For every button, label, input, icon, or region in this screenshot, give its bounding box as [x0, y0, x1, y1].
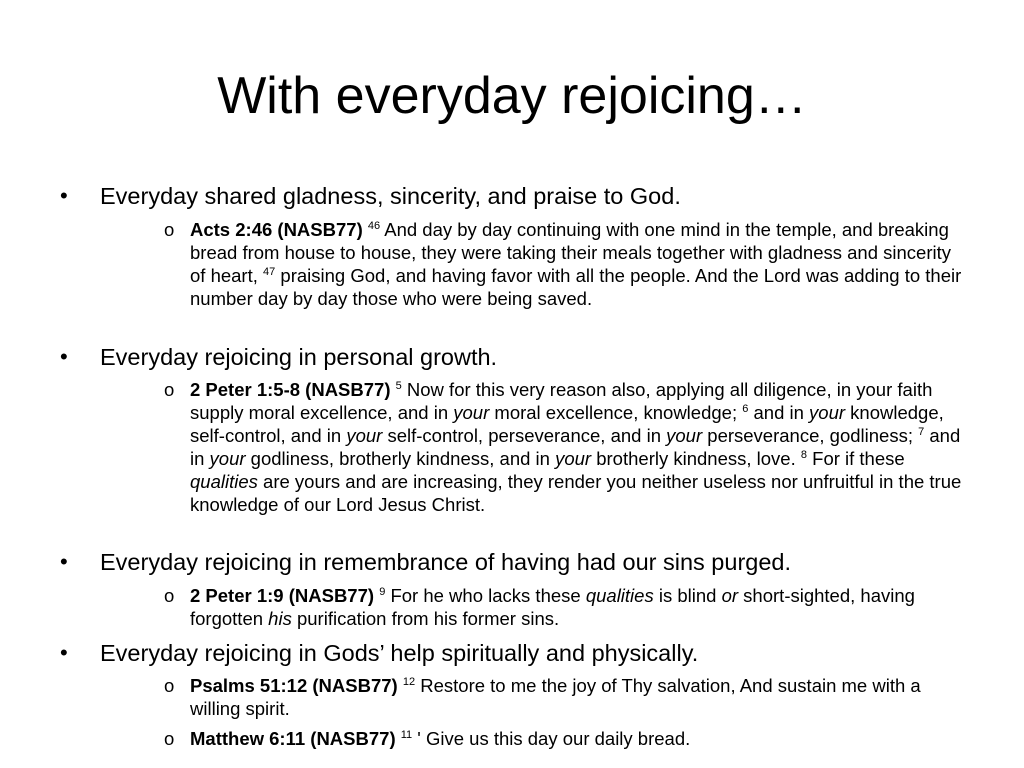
verse-number: 9: [379, 585, 386, 598]
scripture-reference: 2 Peter 1:9 (NASB77): [190, 585, 375, 606]
verse-number: 11: [400, 728, 413, 741]
verse-text: Restore to me the joy of Thy salvation, And sustain me with a willing spirit.: [190, 675, 921, 719]
verse-number: 8: [800, 448, 807, 461]
verse-text: and in: [748, 402, 810, 423]
verse-text: knowledge, self-control, and in: [190, 402, 944, 446]
bullet-item-gods-help: [60, 638, 980, 668]
bullet-text: Everyday rejoicing in Gods’ help spiritually and physically.: [100, 640, 699, 666]
verse-text: For if these: [807, 448, 905, 469]
bullet-text: Everyday rejoicing in personal growth.: [100, 344, 498, 370]
scripture-reference: Psalms 51:12 (NASB77): [190, 675, 398, 696]
italic-word: your: [809, 402, 846, 423]
verse-number: 46: [367, 219, 381, 232]
scripture-reference: Acts 2:46 (NASB77): [190, 219, 363, 240]
italic-word: qualities: [190, 471, 258, 492]
italic-word: your: [555, 448, 592, 469]
verse-text: purification from his former sins.: [291, 608, 560, 629]
scripture-acts-2-46: [164, 218, 970, 310]
verse-number: 12: [402, 675, 416, 688]
italic-word: your: [453, 402, 490, 423]
bullet-item-personal-growth: [60, 342, 980, 372]
verse-text: praising God, and having favor with all the people. And the Lord was adding to their number day by day those who were being saved.: [190, 265, 962, 309]
italic-word: your: [346, 425, 383, 446]
sub-bullet-marker: o: [164, 728, 175, 749]
italic-word: or: [721, 585, 739, 606]
italic-word: his: [268, 608, 292, 629]
verse-text: For he who lacks these: [385, 585, 586, 606]
verse-number: 7: [918, 425, 925, 438]
verse-text: perseverance, godliness;: [702, 425, 913, 446]
verse-number: 5: [395, 379, 402, 392]
scripture-psalms-51-12: [164, 674, 970, 720]
italic-word: qualities: [585, 585, 654, 606]
bullet-marker: •: [60, 640, 68, 665]
verse-text: are yours and are increasing, they render you neither useless nor unfruitful in the true knowledge of our Lord Jesus Christ.: [190, 471, 962, 515]
verse-text: And day by day continuing with one mind in the temple, and breaking bread from house to house, they were taking their meals together with gladness and sincerity of heart,: [190, 219, 951, 286]
scripture-matthew-6-11: [164, 727, 970, 750]
verse-text: godliness, brotherly kindness, and in: [245, 448, 556, 469]
verse-text: brotherly kindness, love.: [591, 448, 796, 469]
verse-text: ' Give us this day our daily bread.: [412, 728, 691, 749]
verse-text: and in: [190, 425, 961, 469]
verse-number: 47: [263, 265, 276, 278]
bullet-item-sins-purged: [60, 547, 980, 577]
bullet-marker: •: [60, 549, 68, 574]
slide-title: With everyday rejoicing…: [217, 67, 807, 125]
sub-bullet-marker: o: [164, 585, 175, 606]
verse-number: 6: [742, 402, 749, 415]
verse-text: is blind: [653, 585, 722, 606]
verse-text: short-sighted, having forgotten: [190, 585, 915, 629]
scripture-2-peter-1-9: [164, 584, 970, 630]
scripture-2-peter-1-5-8: [164, 378, 970, 516]
verse-text: Now for this very reason also, applying all diligence, in your faith supply moral excellence, and in: [190, 379, 933, 423]
sub-bullet-marker: o: [164, 219, 175, 240]
bullet-text: Everyday rejoicing in remembrance of having had our sins purged.: [100, 549, 792, 575]
italic-word: your: [209, 448, 246, 469]
verse-text: self-control, perseverance, and in: [382, 425, 667, 446]
scripture-reference: Matthew 6:11 (NASB77): [190, 728, 396, 749]
bullet-text: Everyday shared gladness, sincerity, and praise to God.: [100, 183, 681, 209]
verse-text: moral excellence, knowledge;: [489, 402, 738, 423]
bullet-marker: •: [60, 344, 68, 369]
sub-bullet-marker: o: [164, 379, 175, 400]
sub-bullet-marker: o: [164, 675, 175, 696]
italic-word: your: [666, 425, 703, 446]
bullet-marker: •: [60, 183, 68, 208]
scripture-reference: 2 Peter 1:5-8 (NASB77): [190, 379, 391, 400]
bullet-item-shared-gladness: [60, 181, 980, 211]
